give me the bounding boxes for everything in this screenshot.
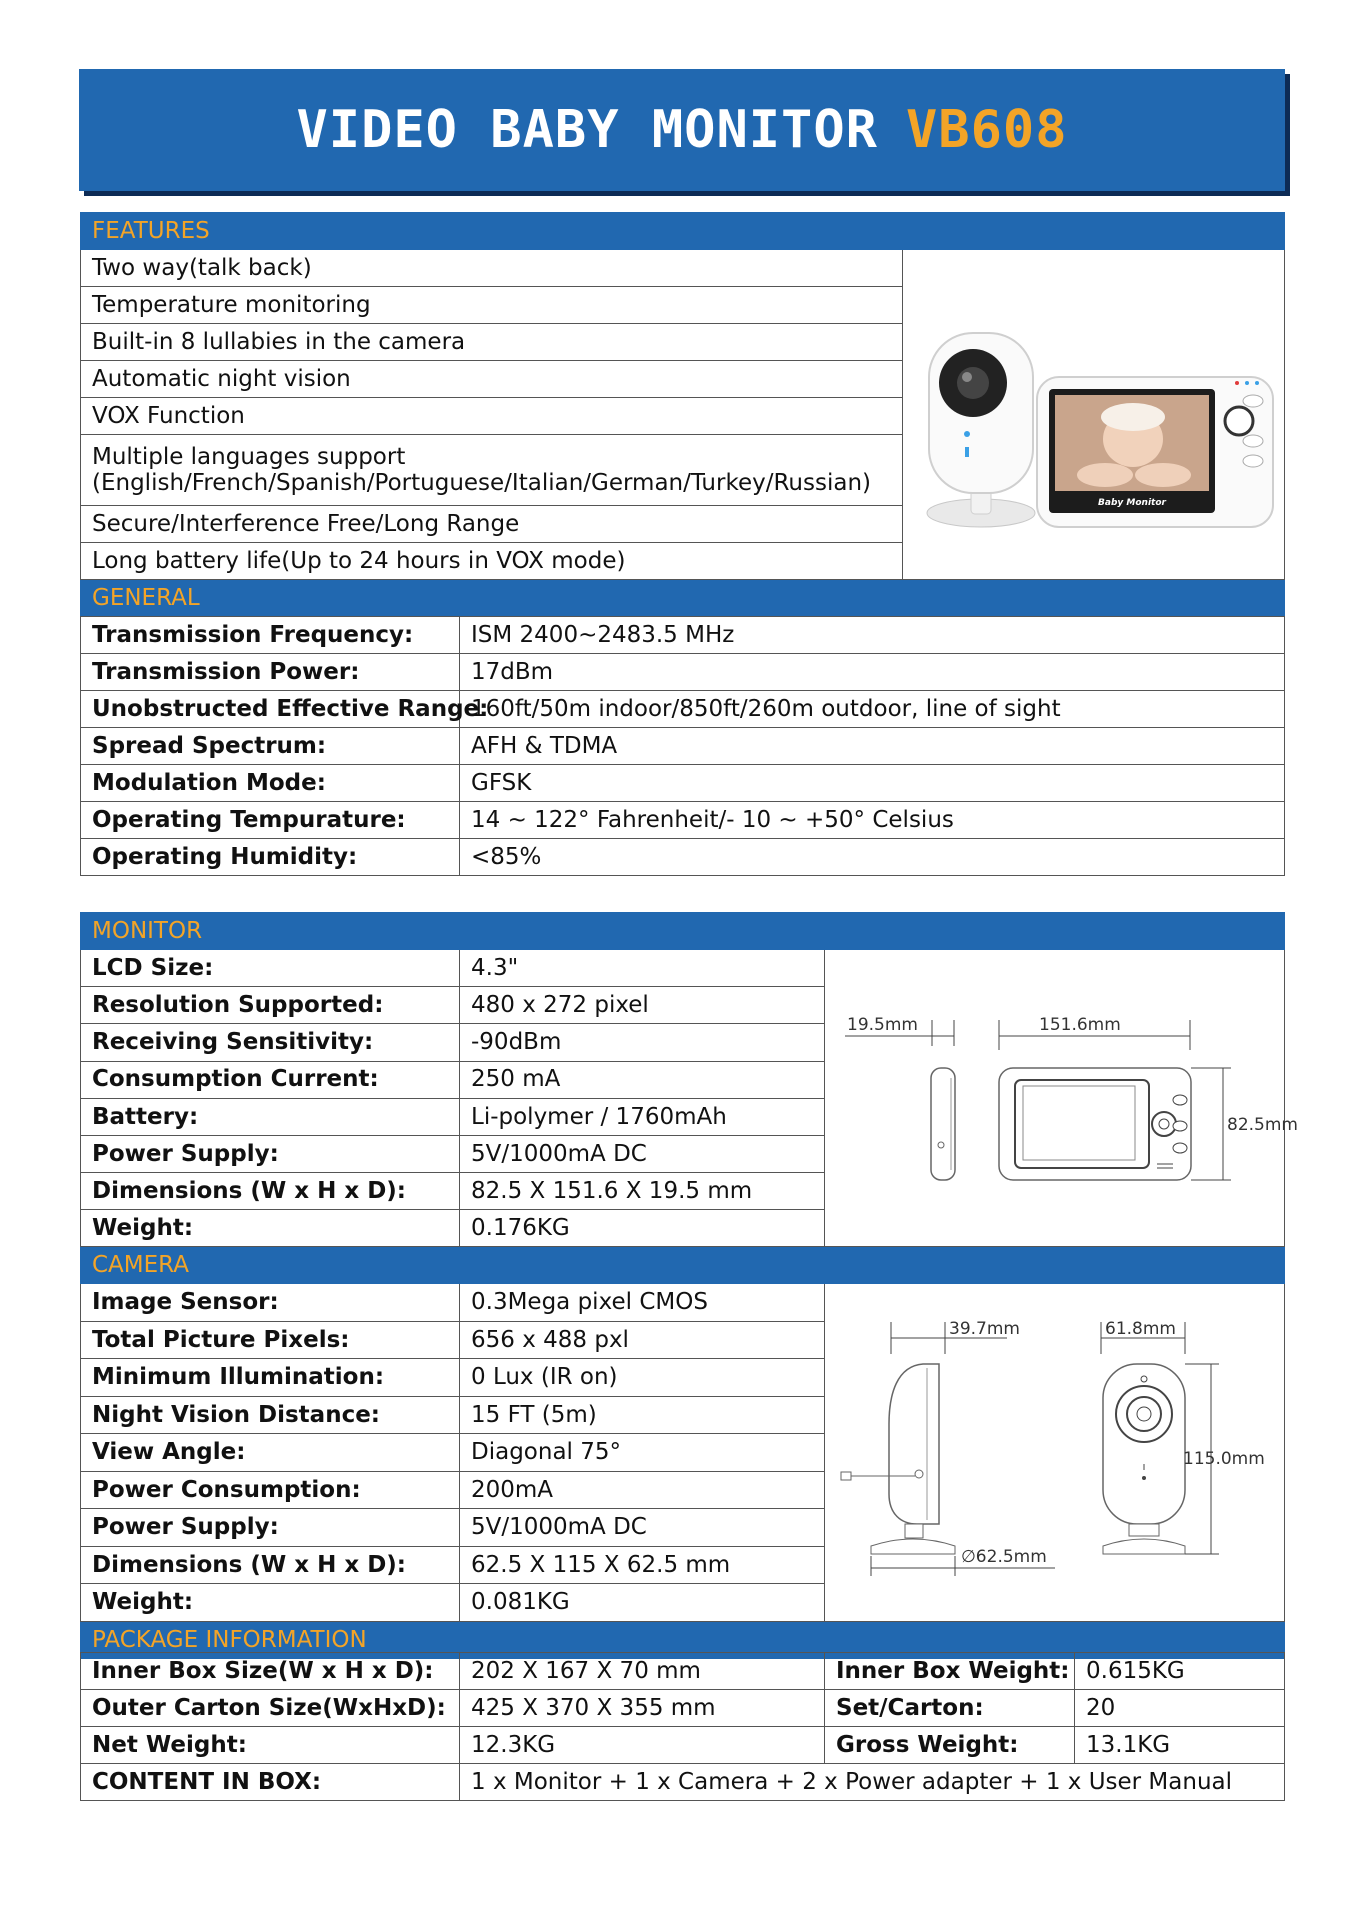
spec-value: 656 x 488 pxl [460, 1321, 825, 1358]
spec-value: 17dBm [460, 654, 1285, 691]
monitor-dimension-drawing [825, 950, 1298, 1247]
spec-label: Battery: [81, 1098, 460, 1135]
package-table [80, 1652, 1285, 1801]
spec-label: LCD Size: [81, 950, 460, 987]
spec-label: Power Supply: [81, 1509, 460, 1546]
feature-item: Multiple languages support [92, 443, 406, 470]
spec-label: Resolution Supported: [81, 987, 460, 1024]
spec-value: 0 Lux (IR on) [460, 1359, 825, 1396]
monitor-heading: MONITOR [81, 913, 1285, 950]
feature-item: Secure/Interference Free/Long Range [81, 506, 903, 543]
product-photo [903, 250, 1285, 580]
spec-value: AFH & TDMA [460, 728, 1285, 765]
feature-item-languages [81, 435, 903, 506]
spec-value: GFSK [460, 765, 1285, 802]
spec-label: Power Supply: [81, 1135, 460, 1172]
spec-label: Operating Humidity: [81, 839, 460, 876]
spec-value: Li-polymer / 1760mAh [460, 1098, 825, 1135]
spec-value: 14 ~ 122° Fahrenheit/- 10 ~ +50° Celsius [460, 802, 1285, 839]
content-label: CONTENT IN BOX: [81, 1764, 460, 1801]
camera-dimension-drawing [825, 1284, 1285, 1621]
spec-label: Transmission Frequency: [81, 617, 460, 654]
spec-value: ISM 2400~2483.5 MHz [460, 617, 1285, 654]
spec-value: 0.081KG [460, 1584, 825, 1622]
spec-value: 425 X 370 X 355 mm [460, 1690, 825, 1727]
feature-item: Two way(talk back) [81, 250, 903, 287]
spec-value: 13.1KG [1075, 1727, 1285, 1764]
general-table [80, 616, 1285, 876]
spec-value: -90dBm [460, 1024, 825, 1061]
spec-value: 0.3Mega pixel CMOS [460, 1284, 825, 1321]
content-value: 1 x Monitor + 1 x Camera + 2 x Power adapter + 1 x User Manual [460, 1764, 1285, 1801]
spec-label: Net Weight: [81, 1727, 460, 1764]
spec-value: 0.615KG [1075, 1653, 1285, 1690]
page-title: VIDEO BABY MONITOR [296, 100, 878, 160]
spec-value: 62.5 X 115 X 62.5 mm [460, 1546, 825, 1583]
monitor-height-label: 82.5mm [1227, 1115, 1298, 1135]
spec-label: Unobstructed Effective Range: [81, 691, 460, 728]
monitor-width-label: 151.6mm [1039, 1015, 1121, 1035]
spec-value: 480 x 272 pixel [460, 987, 825, 1024]
model-number: VB608 [905, 100, 1068, 160]
spec-label: Dimensions (W x H x D): [81, 1173, 460, 1210]
spec-value: 250 mA [460, 1061, 825, 1098]
spec-label: Set/Carton: [825, 1690, 1075, 1727]
spec-value: 202 X 167 X 70 mm [460, 1653, 825, 1690]
spec-label: Receiving Sensitivity: [81, 1024, 460, 1061]
monitor-depth-label: 19.5mm [847, 1015, 918, 1035]
spec-label: Dimensions (W x H x D): [81, 1546, 460, 1583]
spec-label: Weight: [81, 1584, 460, 1622]
monitor-camera-table [80, 912, 1298, 1659]
spec-label: Inner Box Weight: [825, 1653, 1075, 1690]
camera-height-label: 115.0mm [1183, 1449, 1265, 1470]
title-banner [79, 69, 1285, 191]
feature-item: Temperature monitoring [81, 287, 903, 324]
features-table [80, 212, 1285, 617]
spec-label: Transmission Power: [81, 654, 460, 691]
spec-value: 4.3" [460, 950, 825, 987]
spec-value: 160ft/50m indoor/850ft/260m outdoor, line of sight [460, 691, 1285, 728]
camera-heading: CAMERA [81, 1247, 1285, 1284]
spec-value: 20 [1075, 1690, 1285, 1727]
spec-value: 5V/1000mA DC [460, 1135, 825, 1172]
spec-label: Spread Spectrum: [81, 728, 460, 765]
spec-label: Inner Box Size(W x H x D): [81, 1653, 460, 1690]
spec-value: 82.5 X 151.6 X 19.5 mm [460, 1173, 825, 1210]
spec-value: 5V/1000mA DC [460, 1509, 825, 1546]
spec-value: 15 FT (5m) [460, 1396, 825, 1433]
camera-base-label: ∅62.5mm [961, 1547, 1047, 1568]
general-heading: GENERAL [81, 580, 1285, 617]
spec-value: <85% [460, 839, 1285, 876]
feature-item: VOX Function [81, 398, 903, 435]
screen-caption: Baby Monitor [1097, 498, 1166, 509]
spec-label: Night Vision Distance: [81, 1396, 460, 1433]
feature-item: (English/French/Spanish/Portuguese/Italian/German/Turkey/Russian) [92, 470, 872, 496]
spec-label: Image Sensor: [81, 1284, 460, 1321]
spec-label: Minimum Illumination: [81, 1359, 460, 1396]
feature-item: Long battery life(Up to 24 hours in VOX mode) [81, 543, 903, 580]
features-heading: FEATURES [81, 213, 1285, 250]
spec-value: 12.3KG [460, 1727, 825, 1764]
feature-item: Built-in 8 lullabies in the camera [81, 324, 903, 361]
spec-label: Weight: [81, 1210, 460, 1247]
package-heading: PACKAGE INFORMATION [81, 1621, 1285, 1658]
camera-width-label: 61.8mm [1105, 1319, 1176, 1340]
camera-depth-label: 39.7mm [949, 1319, 1020, 1340]
spec-value: 200mA [460, 1471, 825, 1508]
spec-label: Modulation Mode: [81, 765, 460, 802]
spec-label: Gross Weight: [825, 1727, 1075, 1764]
power-button-icon [1225, 407, 1253, 435]
spec-label: Operating Tempurature: [81, 802, 460, 839]
spec-value: 0.176KG [460, 1210, 825, 1247]
product-illustration [909, 271, 1279, 551]
spec-label: Total Picture Pixels: [81, 1321, 460, 1358]
spec-label: Outer Carton Size(WxHxD): [81, 1690, 460, 1727]
feature-item: Automatic night vision [81, 361, 903, 398]
spec-label: View Angle: [81, 1434, 460, 1471]
spec-value: Diagonal 75° [460, 1434, 825, 1471]
spec-label: Power Consumption: [81, 1471, 460, 1508]
spec-label: Consumption Current: [81, 1061, 460, 1098]
